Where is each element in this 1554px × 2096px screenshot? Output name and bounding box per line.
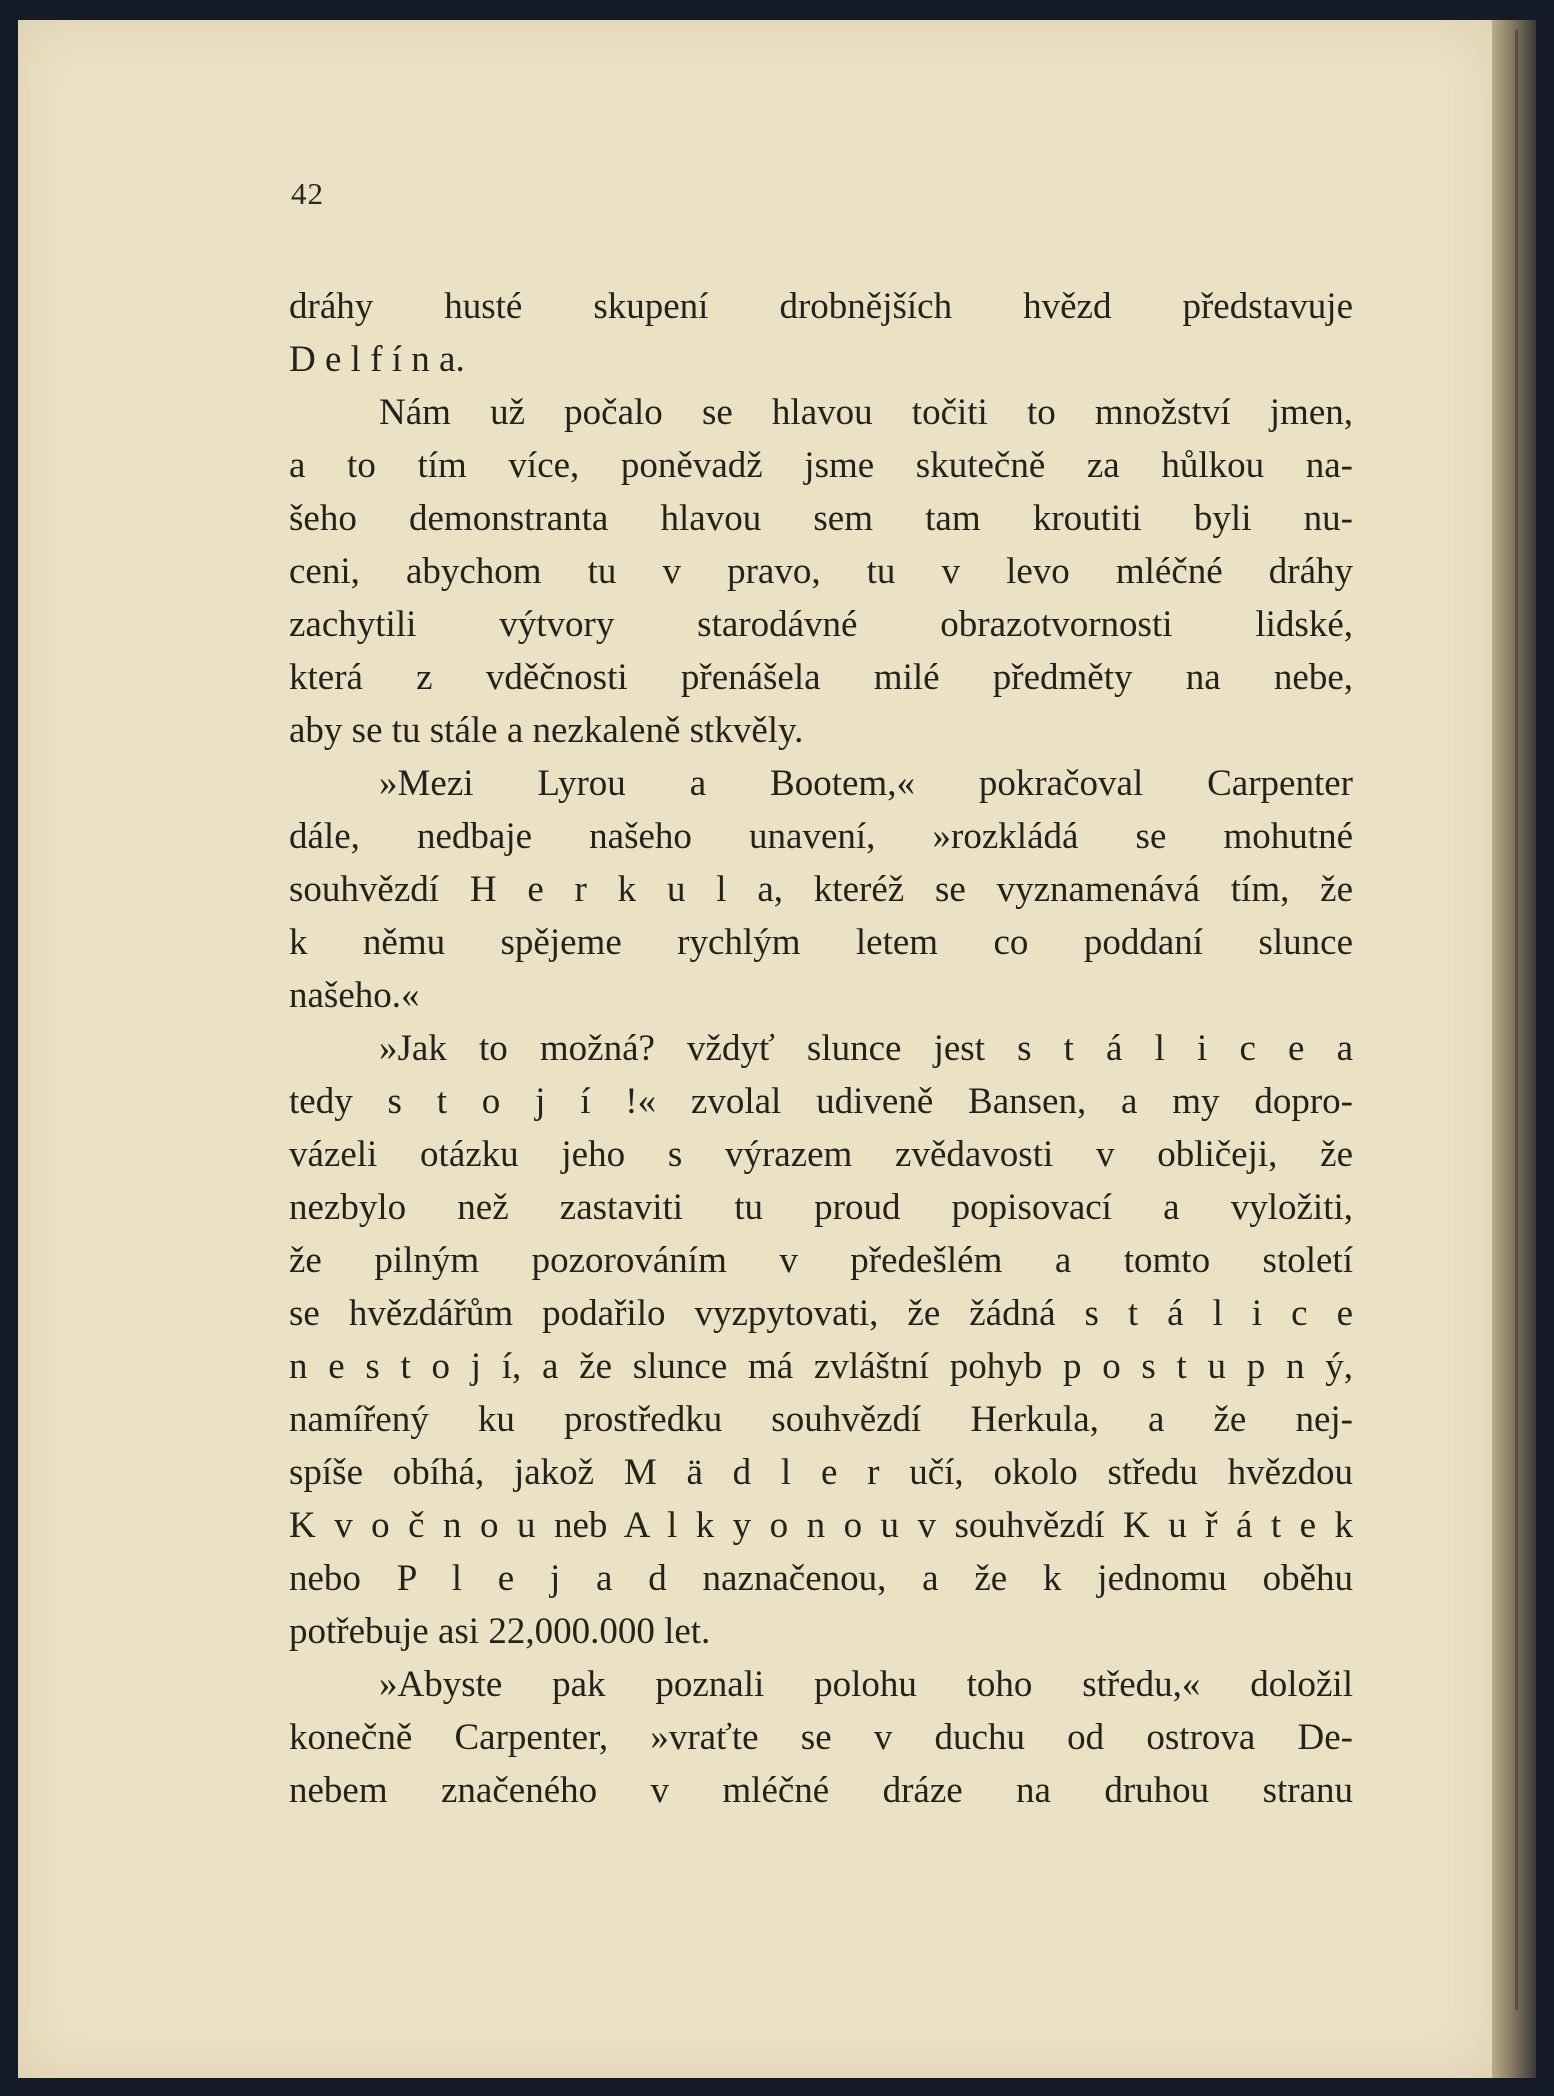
text-line: nebem značeného v mléčné dráze na druhou stranu bbox=[289, 1770, 1353, 1811]
page-edge bbox=[1492, 20, 1536, 2078]
spine-shadow bbox=[1515, 30, 1518, 2010]
text-line: konečně Carpenter, »vraťte se v duchu od ostrova De- bbox=[289, 1717, 1353, 1758]
text-line: souhvězdí H e r k u l a, kteréž se vyznamenává tím, že bbox=[289, 869, 1353, 910]
text-line: »Jak to možná? vždyť slunce jest s t á l i c e a bbox=[379, 1028, 1353, 1069]
text-line: »Abyste pak poznali polohu toho středu,« doložil bbox=[379, 1664, 1353, 1705]
text-line: namířený ku prostředku souhvězdí Herkula, a že nej- bbox=[289, 1399, 1353, 1440]
text-line: šeho demonstranta hlavou sem tam kroutiti byli nu- bbox=[289, 498, 1353, 539]
text-line: vázeli otázku jeho s výrazem zvědavosti v obličeji, že bbox=[289, 1134, 1353, 1175]
body-text bbox=[289, 280, 1353, 1817]
page-number: 42 bbox=[291, 176, 324, 211]
text-line: nezbylo než zastaviti tu proud popisovací a vyložiti, bbox=[289, 1187, 1353, 1228]
text-line: k němu spějeme rychlým letem co poddaní slunce bbox=[289, 922, 1353, 963]
text-line: spíše obíhá, jakož M ä d l e r učí, okolo středu hvězdou bbox=[289, 1452, 1353, 1493]
text-line: a to tím více, poněvadž jsme skutečně za hůlkou na- bbox=[289, 445, 1353, 486]
text-line: že pilným pozorováním v předešlém a tomto století bbox=[289, 1240, 1353, 1281]
text-line: dále, nedbaje našeho unavení, »rozkládá se mohutné bbox=[289, 816, 1353, 857]
book-page bbox=[18, 20, 1492, 2078]
text-line: K v o č n o u neb A l k y o n o u v souhvězdí K u ř á t e k bbox=[289, 1505, 1353, 1546]
text-line: se hvězdářům podařilo vyzpytovati, že žádná s t á l i c e bbox=[289, 1293, 1353, 1334]
text-line: nebo P l e j a d naznačenou, a že k jednomu oběhu bbox=[289, 1558, 1353, 1599]
text-line: potřebuje asi 22,000.000 let. bbox=[289, 1611, 711, 1652]
text-line: aby se tu stále a nezkaleně stkvěly. bbox=[289, 710, 804, 751]
text-line: zachytili výtvory starodávné obrazotvornosti lidské, bbox=[289, 604, 1353, 645]
text-line: našeho.« bbox=[289, 975, 420, 1016]
text-line: dráhy husté skupení drobnějších hvězd představuje bbox=[289, 286, 1353, 327]
text-line: ceni, abychom tu v pravo, tu v levo mléčné dráhy bbox=[289, 551, 1353, 592]
text-line: n e s t o j í, a že slunce má zvláštní pohyb p o s t u p n ý, bbox=[289, 1346, 1353, 1387]
text-line: »Mezi Lyrou a Bootem,« pokračoval Carpenter bbox=[379, 763, 1353, 804]
text-line: D e l f í n a. bbox=[289, 339, 465, 380]
text-line: která z vděčnosti přenášela milé předměty na nebe, bbox=[289, 657, 1353, 698]
text-line: Nám už počalo se hlavou točiti to množství jmen, bbox=[379, 392, 1353, 433]
text-line: tedy s t o j í !« zvolal udiveně Bansen, a my dopro- bbox=[289, 1081, 1353, 1122]
